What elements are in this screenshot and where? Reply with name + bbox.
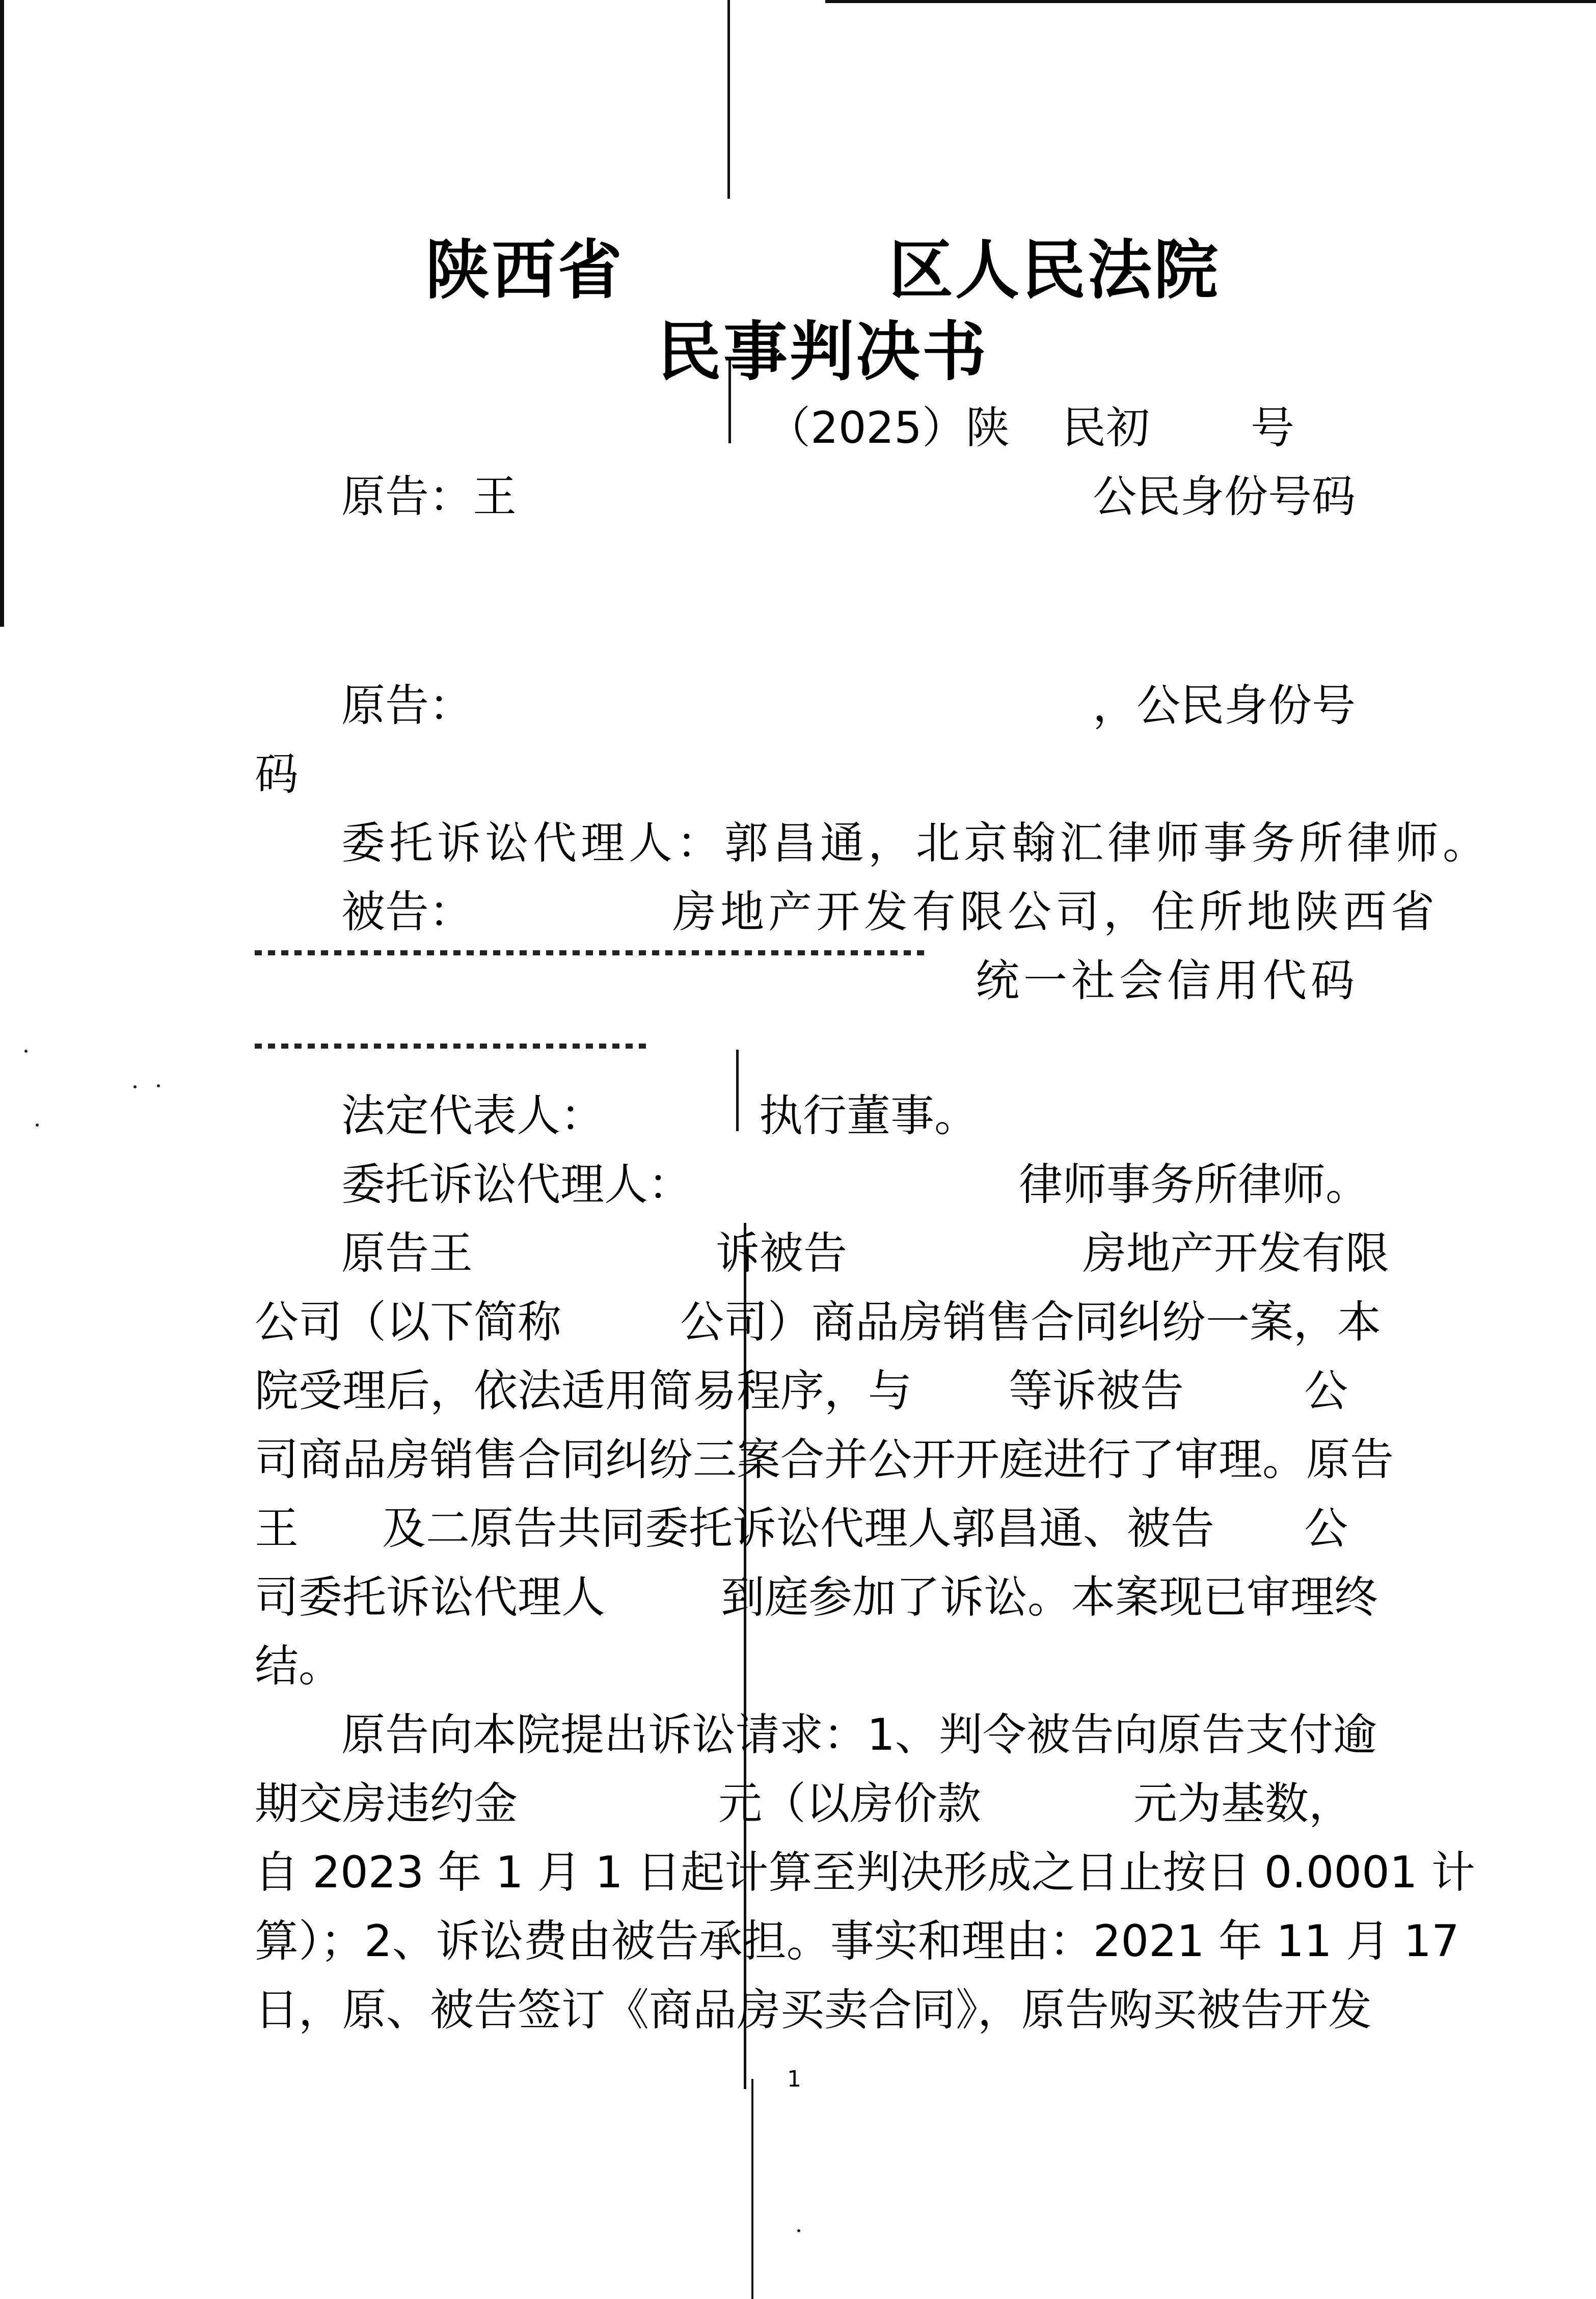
- body-text: 司委托诉讼代理人: [255, 1572, 605, 1623]
- scan-fold-line-5: [751, 2079, 753, 2299]
- page-number: 1: [787, 2066, 801, 2092]
- scan-speck: [157, 1084, 160, 1087]
- scan-speck: [797, 2229, 800, 2232]
- agent1: 委托诉讼代理人：郭昌通，北京翰汇律师事务所律师。: [341, 818, 1491, 869]
- body-text: 到庭参加了诉讼。本案现已审理终: [721, 1572, 1378, 1623]
- scan-fold-line: [727, 0, 730, 199]
- plaintiff2-label: 原告：: [341, 680, 473, 731]
- body-text: 算）；2、诉讼费由被告承担。事实和理由：2021 年 11 月 17: [255, 1916, 1459, 1967]
- body-text: 公: [1304, 1366, 1348, 1416]
- body-text: 公司）商品房销售合同纠纷一案，本: [680, 1297, 1381, 1348]
- court-name-left: 陕西省: [425, 232, 624, 308]
- body-text: 公: [1304, 1503, 1348, 1554]
- body-text: 元（以房价款: [718, 1778, 981, 1829]
- body-text: 日，原、被告签订《商品房买卖合同》，原告购买被告开发: [255, 1985, 1372, 2036]
- plaintiff1-label: 原告：王: [341, 471, 517, 522]
- body-text: 原告向本院提出诉讼请求：1、判令被告向原告支付逾: [341, 1709, 1377, 1760]
- defendant-name: 房地产开发有限公司，住所地陕西省: [672, 887, 1439, 938]
- case-number: （2025）陕: [767, 403, 1010, 453]
- body-text: 及二原告共同委托诉讼代理人郭昌通、被告: [382, 1503, 1214, 1554]
- plaintiff2-id-cont: 码: [255, 749, 299, 800]
- body-text: 院受理后，依法适用简易程序，与: [255, 1366, 912, 1416]
- scan-speck: [133, 1085, 137, 1088]
- scan-top-strip: [825, 0, 1596, 3]
- body-text: 原告王: [341, 1228, 473, 1279]
- scan-fold-line-3: [736, 1050, 739, 1131]
- body-text: 王: [255, 1503, 299, 1554]
- body-text: 司商品房销售合同纠纷三案合并公开开庭进行了审理。原告: [255, 1434, 1394, 1485]
- credit-code-label: 统一社会信用代码: [976, 955, 1359, 1006]
- scan-edge-left: [0, 0, 4, 627]
- body-text: 结。: [255, 1641, 342, 1692]
- body-text: 房地产开发有限: [1083, 1228, 1389, 1279]
- redacted-credit-code: [255, 1044, 652, 1049]
- body-text: 期交房违约金: [255, 1778, 518, 1829]
- agent2-label: 委托诉讼代理人：: [341, 1159, 692, 1210]
- body-text: 诉被告: [716, 1228, 847, 1279]
- defendant-label: 被告：: [341, 887, 473, 938]
- plaintiff1-id: 公民身份号码: [1093, 471, 1356, 522]
- scan-speck: [36, 1124, 39, 1127]
- body-text: 公司（以下简称: [255, 1297, 561, 1348]
- court-name-right: 区人民法院: [889, 232, 1220, 308]
- agent2-firm: 律师事务所律师。: [1019, 1159, 1369, 1210]
- redacted-address: [255, 950, 927, 955]
- body-text: 等诉被告: [1009, 1366, 1184, 1416]
- body-text: 元为基数，: [1133, 1778, 1352, 1829]
- body-text: 自 2023 年 1 月 1 日起计算至判决形成之日止按日 0.0001 计: [255, 1847, 1475, 1898]
- case-suffix: 号: [1251, 403, 1294, 453]
- legal-rep-title: 执行董事。: [759, 1090, 978, 1141]
- scan-speck: [24, 1050, 28, 1053]
- legal-rep-label: 法定代表人：: [341, 1090, 604, 1141]
- case-type: 民初: [1062, 403, 1150, 453]
- document-title: 民事判决书: [657, 314, 988, 389]
- plaintiff2-id: ，公民身份号: [1093, 680, 1356, 731]
